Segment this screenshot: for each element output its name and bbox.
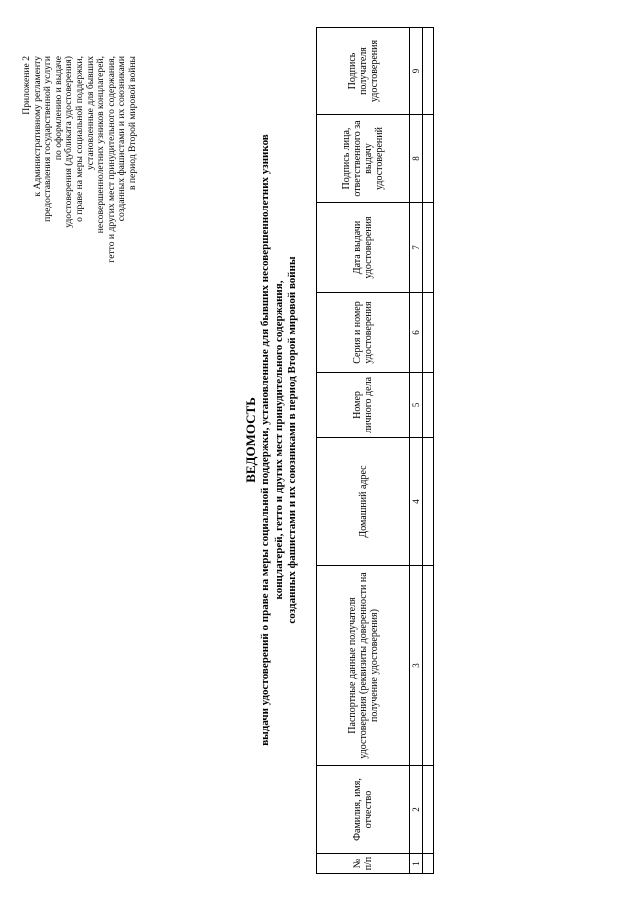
appendix-line: удостоверения (дубликата удостоверения) (63, 56, 75, 228)
column-number: 5 (410, 373, 423, 438)
column-number: 4 (410, 438, 423, 566)
column-header: Серия и номер удостоверения (317, 293, 410, 373)
appendix-line: предоставления государственной услуги (42, 56, 54, 222)
column-number: 8 (410, 115, 423, 203)
appendix-line: Приложение 2 (21, 56, 32, 115)
table-cell (423, 373, 434, 438)
table-row (423, 28, 434, 874)
column-header: Подпись получателя удостоверения (317, 28, 410, 115)
column-header: Номер личного дела (317, 373, 410, 438)
column-number: 2 (410, 766, 423, 854)
column-header: Домашний адрес (317, 438, 410, 566)
title-line: концлагерей, гетто и других мест принудительного содержания, (272, 280, 285, 600)
appendix-line: о праве на меры социальной поддержки, (73, 56, 85, 222)
column-number-row (410, 28, 423, 874)
appendix-line: к Административному регламенту (31, 56, 43, 197)
title-main: ВЕДОМОСТЬ (243, 397, 258, 483)
appendix-line: гетто и других мест принудительного содержания, (105, 56, 117, 263)
document-title (243, 30, 300, 850)
appendix-line: в период Второй мировой войны (126, 56, 138, 191)
column-header: Дата выдачи удостоверения (317, 203, 410, 293)
table-cell (423, 293, 434, 373)
column-header: Подпись лица, ответственного за выдачу удостоверений (317, 115, 410, 203)
column-number: 3 (410, 566, 423, 766)
document-sheet (20, 20, 620, 880)
column-header: Паспортные данные получателя удостоверения (реквизиты доверенности на получение удостоверения) (317, 566, 410, 766)
appendix-line: созданных фашистами и их союзниками (116, 56, 128, 222)
appendix-line: несовершеннолетних узников концлагерей, (95, 56, 107, 234)
appendix-line: по оформлению и выдаче (52, 56, 64, 161)
column-number: 9 (410, 28, 423, 115)
column-number: 1 (410, 854, 423, 874)
title-line: созданных фашистами и их союзниками в период Второй мировой войны (286, 256, 298, 624)
appendix-line: установленные для бывших (84, 56, 96, 171)
table-cell (423, 203, 434, 293)
table-cell (423, 566, 434, 766)
column-number: 7 (410, 203, 423, 293)
table-header-row (317, 28, 410, 874)
table-cell (423, 854, 434, 874)
register-table (316, 27, 434, 874)
column-header: № п/п (317, 854, 410, 874)
table-cell (423, 115, 434, 203)
table-cell (423, 766, 434, 854)
column-header: Фамилия, имя, отчество (317, 766, 410, 854)
table-cell (423, 438, 434, 566)
title-line: выдачи удостоверений о праве на меры социальной поддержки, установленные для бывших несовершеннолетних узников (259, 134, 271, 746)
column-number: 6 (410, 293, 423, 373)
appendix-note (22, 56, 139, 386)
table-cell (423, 28, 434, 115)
